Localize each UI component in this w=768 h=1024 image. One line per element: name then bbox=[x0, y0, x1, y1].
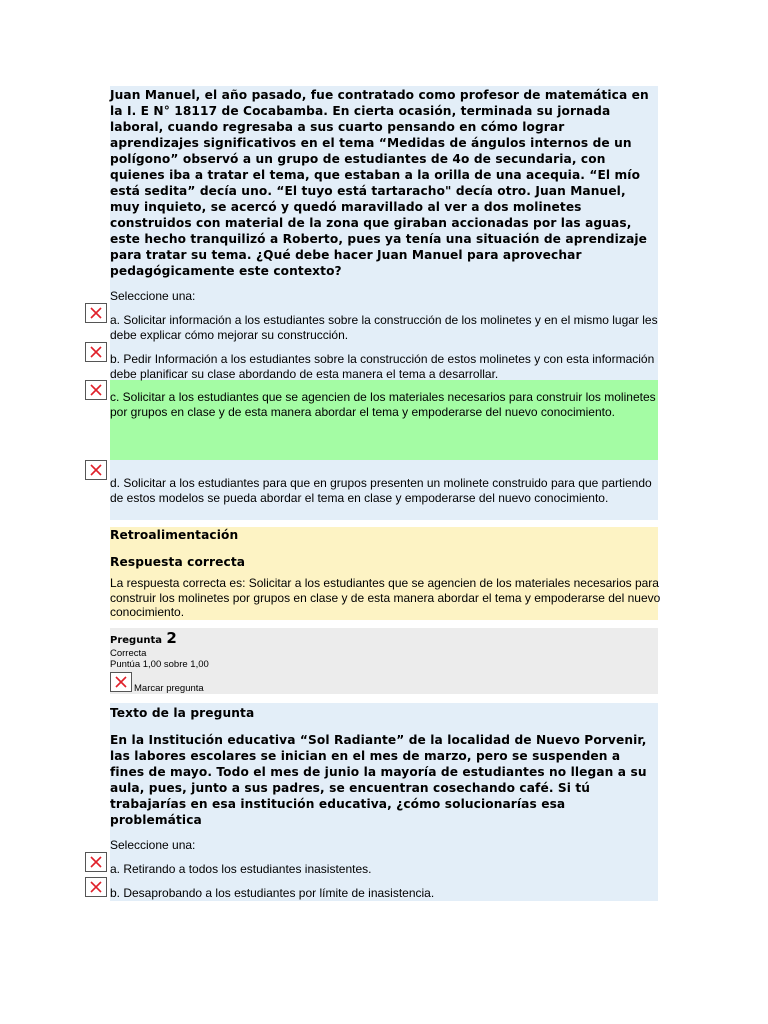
option-b[interactable]: b. Pedir Información a los estudiantes sobre la construcción de estos molinetes y con esta información debe planificar su clase abordando de esta manera el tema a desarrollar. bbox=[110, 352, 655, 381]
q2-option-b[interactable]: b. Desaprobando a los estudiantes por límite de inasistencia. bbox=[110, 886, 435, 900]
option-a[interactable]: a. Solicitar información a los estudiantes sobre la construcción de los molinetes y en el mismo lugar les debe explicar cómo mejorar su construcción. bbox=[110, 313, 658, 342]
q2-option-a-broken-image-icon bbox=[85, 852, 107, 872]
question-2-status: Correcta bbox=[110, 648, 147, 659]
option-d[interactable]: d. Solicitar a los estudiantes para que en grupos presenten un molinete construido para que partiendo de estos modelos se pueda abordar el tema en clase y empoderarse del nuevo conocimiento. bbox=[110, 476, 652, 505]
question-2-score: Puntúa 1,00 sobre 1,00 bbox=[110, 659, 209, 670]
question-2-text: En la Institución educativa “Sol Radiante” de la localidad de Nuevo Porvenir, las labores escolares se inician en el mes de marzo, pero se suspenden a fines de mayo. Todo el mes de junio la mayoría de estudiantes no llegan a su aula, pues, junto a sus padres, se encuentran cosechando café. Si tú trabajarías en esa institución educativa, ¿cómo solucionarías esa problemática bbox=[110, 733, 647, 827]
question-2-number bbox=[110, 629, 658, 648]
option-c-broken-image-icon bbox=[85, 380, 107, 400]
question-number: 2 bbox=[166, 629, 177, 647]
question-2-select-label: Seleccione una: bbox=[110, 838, 196, 852]
correct-answer-title: Respuesta correcta bbox=[110, 555, 246, 569]
q2-option-a[interactable]: a. Retirando a todos los estudiantes inasistentes. bbox=[110, 862, 372, 876]
option-d-broken-image-icon bbox=[85, 460, 107, 480]
option-a-broken-image-icon bbox=[85, 303, 107, 323]
option-b-broken-image-icon bbox=[85, 342, 107, 362]
question-1-select-label: Seleccione una: bbox=[110, 289, 196, 303]
option-c[interactable]: c. Solicitar a los estudiantes que se agencien de los materiales necesarios para construir los molinetes por grupos en clase y de esta manera abordar el tema y empoderarse del nuevo conocimiento. bbox=[110, 390, 656, 419]
question-label: Pregunta bbox=[110, 635, 162, 646]
correct-answer-text: La respuesta correcta es: Solicitar a los estudiantes que se agencien de los materiales necesarios para construir los molinetes por grupos en clase y de esta manera abordar el tema y empoderarse del nuevo conocimiento. bbox=[110, 576, 661, 619]
question-1-text: Juan Manuel, el año pasado, fue contratado como profesor de matemática en la I. E N° 18117 de Cocabamba. En cierta ocasión, terminada su jornada laboral, cuando regresaba a sus cuarto pensando en cómo lograr aprendizajes significativos en el tema “Medidas de ángulos internos de un polígono” observó a un grupo de estudiantes de 4o de secundaria, con quienes iba a tratar el tema, que estaban a la orilla de una acequia. “El mío está sedita” decía uno. “El tuyo está tartaracho" decía otro. Juan Manuel, muy inquieto, se acercó y quedó maravillado al ver a dos molinetes construidos con material de la zona que giraban accionadas por las aguas, este hecho tranquilizó a Roberto, pues ya tenía una situación de aprendizaje para tratar su tema. ¿Qué debe hacer Juan Manuel para aprovechar pedagógicamente este contexto? bbox=[110, 88, 649, 278]
feedback-title: Retroalimentación bbox=[110, 528, 239, 542]
flag-broken-image-icon[interactable] bbox=[110, 672, 132, 692]
q2-option-b-broken-image-icon bbox=[85, 877, 107, 897]
flag-question-link[interactable]: Marcar pregunta bbox=[134, 683, 204, 694]
question-2-text-heading: Texto de la pregunta bbox=[110, 706, 255, 720]
